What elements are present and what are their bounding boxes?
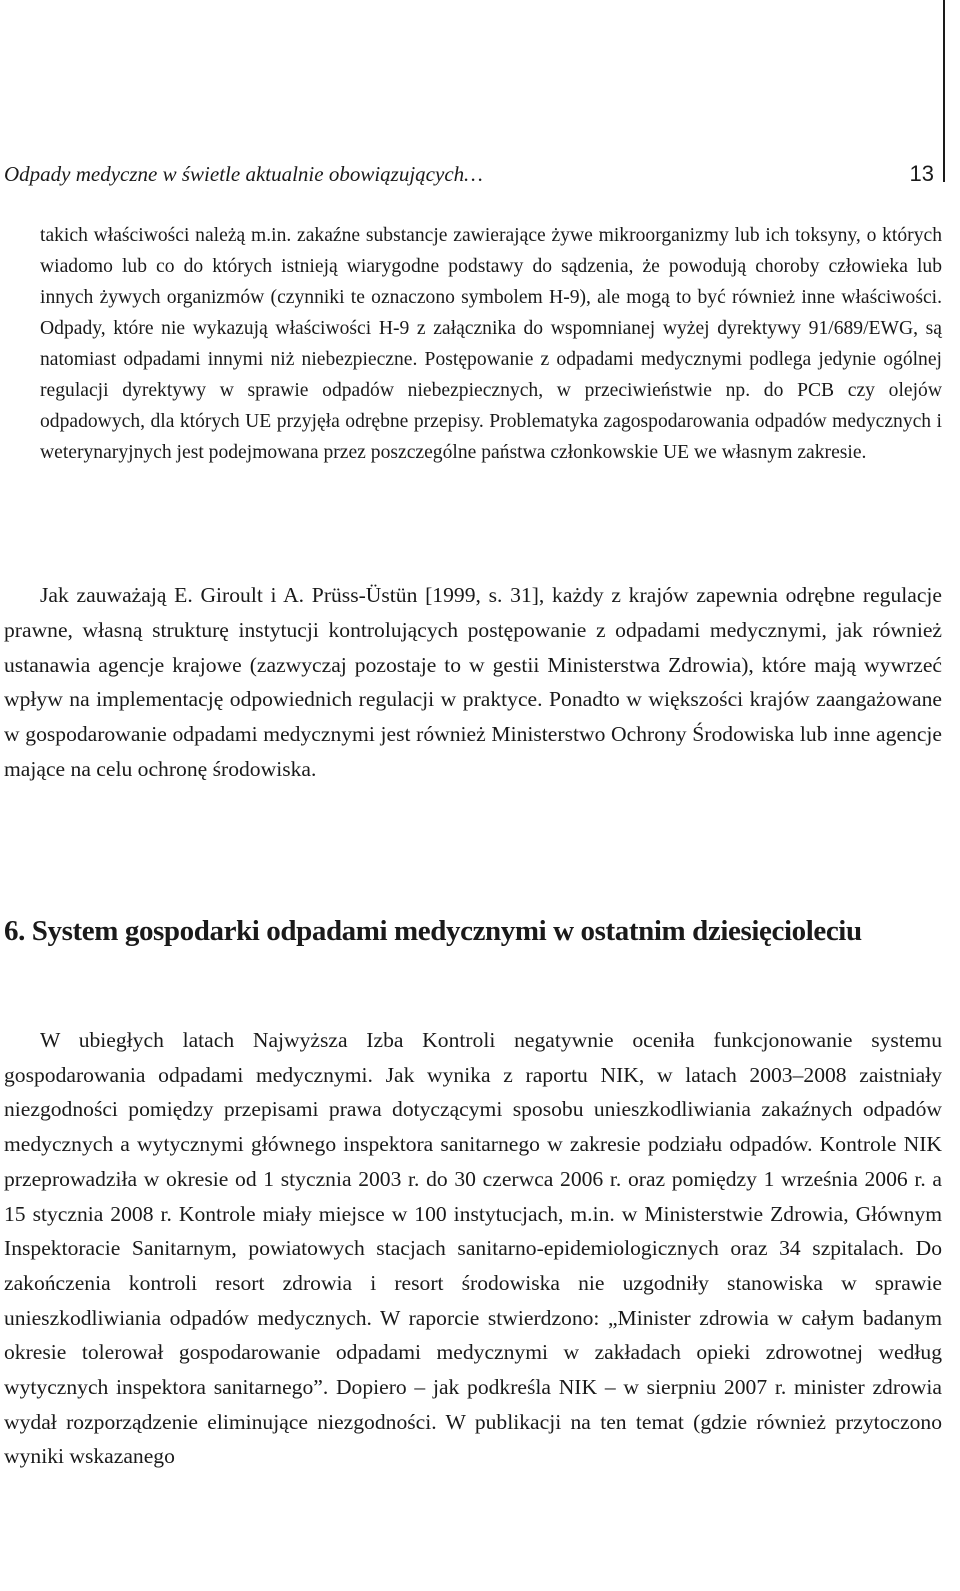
page-number: 13 (909, 161, 934, 186)
body-text (4, 578, 942, 787)
running-header (4, 158, 940, 190)
section-heading: 6. System gospodarki odpadami medycznymi w ostatnim dziesięcioleciu (4, 915, 862, 947)
section-body-text (4, 1023, 942, 1474)
running-title: Odpady medyczne w świetle aktualnie obowiązujących… (4, 162, 483, 186)
paragraph: takich właściwości należą m.in. zakaźne substancje zawierające żywe mikroorganizmy lub ich toksyny, o których wiadomo lub co do których istnieją wiarygodne podstawy do sądzenia, że powodują choroby człowieka lub innych żywych organizmów (czynniki te oznaczono symbolem H-9), ale mogą to być również inne właściwości. Odpady, które nie wykazują właściwości H-9 z załącznika do wspomnianej wyżej dyrektywy 91/689/EWG, są natomiast odpadami innymi niż niebezpieczne. Postępowanie z odpadami medycznymi podlega jedynie ogólnej regulacji dyrektywy w sprawie odpadów niebezpiecznych, w przeciwieństwie np. do PCB czy olejów odpadowych, dla których UE przyjęła odrębne przepisy. Problematyka zagospodarowania odpadów medycznych i weterynaryjnych jest podejmowana przez poszczególne państwa członkowskie UE we własnym zakresie. (40, 225, 942, 463)
header-rule (943, 0, 945, 182)
paragraph: Jak zauważają E. Giroult i A. Prüss-Üstün [1999, s. 31], każdy z krajów zapewnia odrębne regulacje prawne, własną strukturę instytucji kontrolujących postępowanie z odpadami medycznymi, jak również ustanawia agencje krajowe (zazwyczaj pozostaje to w gestii Ministerstwa Zdrowia), które mają wywrzeć wpływ na implementację odpowiednich regulacji w praktyce. Ponadto w większości krajów zaangażowane w gospodarowanie odpadami medycznymi jest również Ministerstwo Ochrony Środowiska lub inne agencje mające na celu ochronę środowiska. (4, 583, 942, 781)
body-text-continued (40, 220, 942, 468)
paragraph: W ubiegłych latach Najwyższa Izba Kontroli negatywnie oceniła funkcjonowanie systemu gospodarowania odpadami medycznymi. Jak wynika z raportu NIK, w latach 2003–2008 zaistniały niezgodności pomiędzy przepisami prawa dotyczącymi sposobu unieszkodliwiania zakaźnych odpadów medycznych a wytycznymi głównego inspektora sanitarnego w zakresie podziału odpadów. Kontrole NIK przeprowadziła w okresie od 1 stycznia 2003 r. do 30 czerwca 2006 r. oraz pomiędzy 1 września 2006 r. a 15 stycznia 2008 r. Kontrole miały miejsce w 100 instytucjach, m.in. w Ministerstwie Zdrowia, Głównym Inspektoracie Sanitarnym, powiatowych stacjach sanitarno-epidemiologicznych oraz 34 szpitalach. Do zakończenia kontroli resort zdrowia i resort środowiska nie uzgodniły stanowiska w sprawie unieszkodliwiania odpadów medycznych. W raporcie stwierdzono: „Minister zdrowia w całym badanym okresie tolerował gospodarowanie odpadami medycznymi w zakładach opieki zdrowotnej według wytycznych inspektora sanitarnego”. Dopiero – jak podkreśla NIK – w sierpniu 2007 r. minister zdrowia wydał rozporządzenie eliminujące niezgodności. W publikacji na ten temat (gdzie również przytoczono wyniki wskazanego (4, 1028, 942, 1469)
